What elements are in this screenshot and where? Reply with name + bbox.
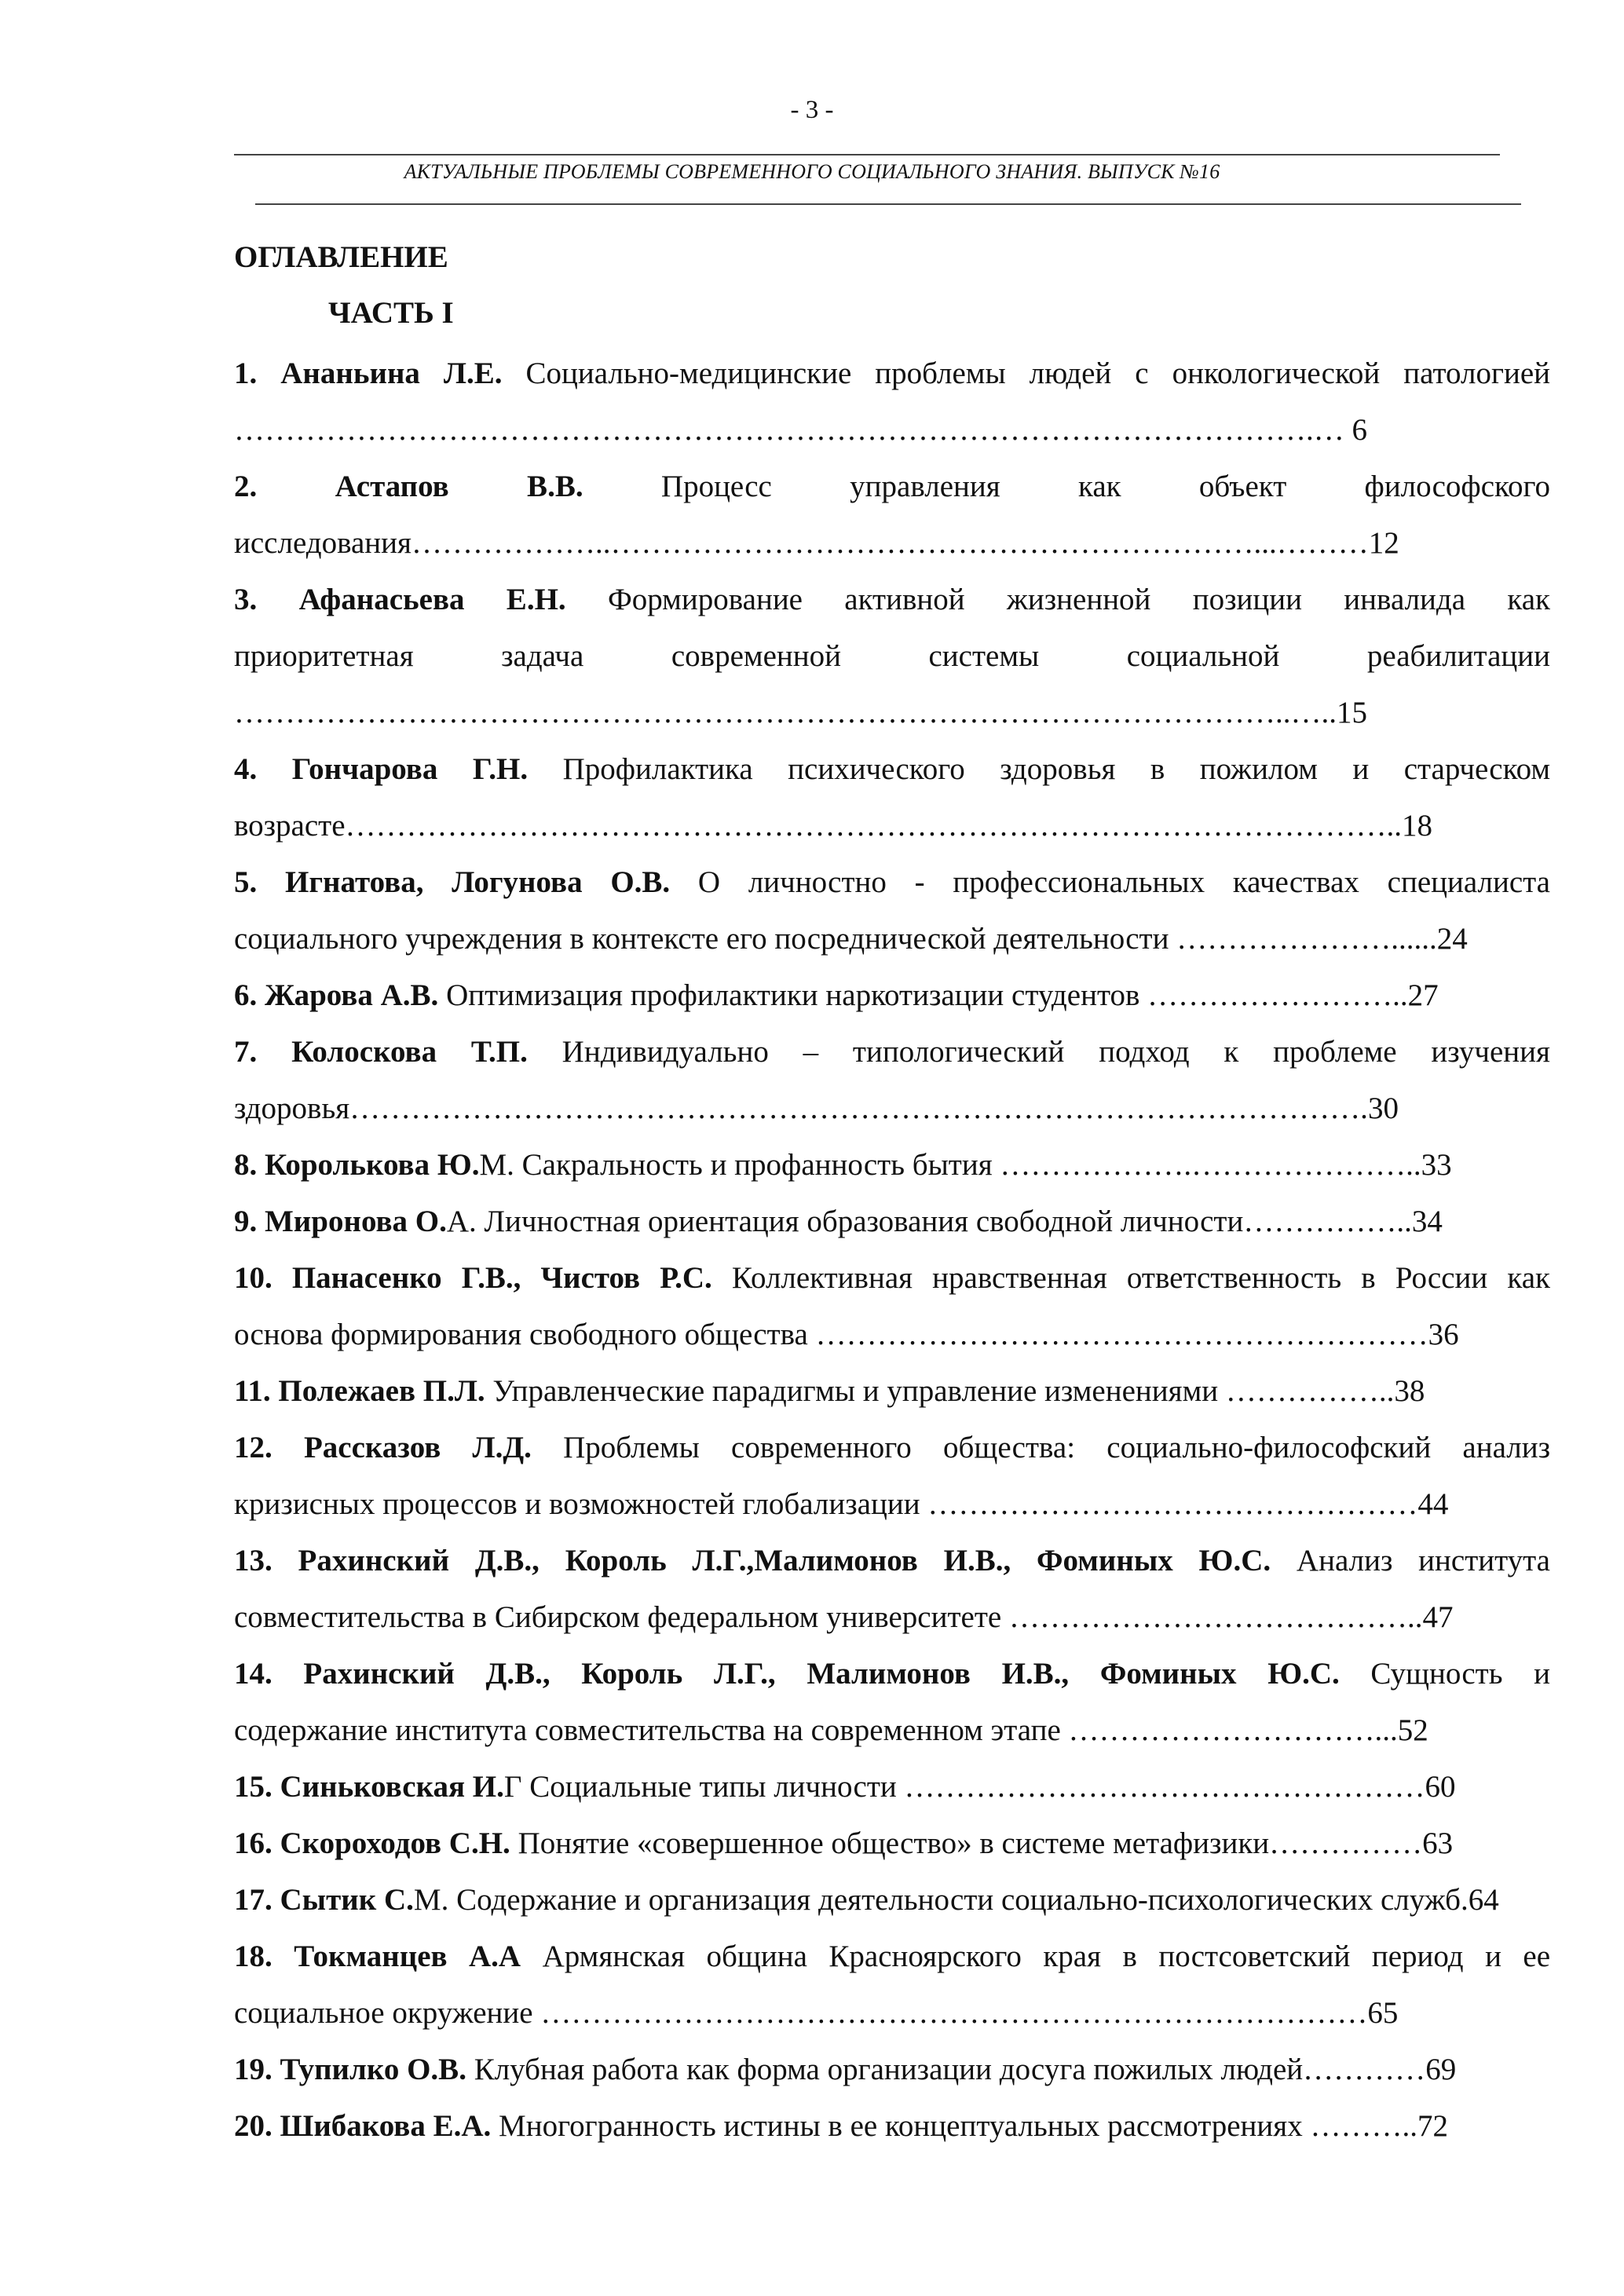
entry-author: Рахинский Д.В., Король Л.Г., Малимонов И.В., Фоминых Ю.С. — [303, 1657, 1340, 1691]
toc-entry-line — [234, 911, 1550, 967]
toc-entry-line — [234, 1250, 1550, 1307]
toc-entry-line — [234, 741, 1550, 798]
entry-author: Скороходов С.Н. — [280, 1826, 510, 1860]
toc-entry-line — [234, 1985, 1550, 2042]
toc-entry-line — [234, 1702, 1550, 1759]
toc-entry — [234, 1872, 1550, 1929]
entry-title: Клубная работа как форма организации досуга пожилых людей………… — [466, 2053, 1426, 2086]
entry-author: Рахинский Д.В., Король Л.Г.,Малимонов И.В., Фоминых Ю.С. — [298, 1544, 1271, 1578]
entry-number: 11. — [234, 1374, 271, 1408]
toc-entry-line — [234, 1476, 1550, 1533]
toc-entry-line — [234, 967, 1550, 1024]
toc-entry-line — [234, 628, 1550, 685]
toc-entry — [234, 741, 1550, 854]
entry-author: Тупилко О.В. — [280, 2053, 466, 2086]
entry-author: Синьковская И. — [280, 1770, 504, 1804]
toc-entry — [234, 1194, 1550, 1250]
toc-entry — [234, 1137, 1550, 1194]
entry-number: 8. — [234, 1148, 258, 1182]
entry-title: О личностно - профессиональных качествах специалиста — [670, 865, 1550, 899]
entry-page: 30 — [1367, 1091, 1399, 1125]
entry-title-cont: возрасте………………………………………………………………………………………….. — [234, 809, 1403, 843]
toc-entry — [234, 1024, 1550, 1137]
entry-title-cont: кризисных процессов и возможностей глобализации ………………………………………… — [234, 1487, 1418, 1521]
toc-entry — [234, 1759, 1550, 1815]
header-rule-top — [234, 154, 1500, 155]
entry-number: 16. — [234, 1826, 272, 1860]
entry-page: 24 — [1436, 922, 1468, 956]
entry-title: Управленческие парадигмы и управление изменениями …………….. — [485, 1374, 1395, 1408]
entry-page: 33 — [1421, 1148, 1452, 1182]
toc-entry — [234, 1533, 1550, 1646]
entry-title-cont: здоровья………………………………………………………………………………………. — [234, 1091, 1368, 1125]
entry-title: Коллективная нравственная ответственность в России как — [711, 1261, 1550, 1295]
entry-number: 6. — [234, 978, 258, 1012]
entry-number: 19. — [234, 2053, 272, 2086]
entry-number: 5. — [234, 865, 258, 899]
entry-author: Афанасьева Е.Н. — [298, 583, 566, 616]
toc-entry-line — [234, 1420, 1550, 1476]
toc-entry-line — [234, 1137, 1550, 1194]
entry-title: Формирование активной жизненной позиции инвалида как — [565, 583, 1550, 616]
toc-entry-line — [234, 1589, 1550, 1646]
entry-author: Шибакова Е.А. — [280, 2109, 492, 2143]
toc-entry — [234, 1420, 1550, 1533]
entry-page: 34 — [1411, 1205, 1443, 1238]
entry-page: 38 — [1394, 1374, 1425, 1408]
toc-entry-line — [234, 1080, 1550, 1137]
entry-author: Панасенко Г.В., Чистов Р.С. — [291, 1261, 712, 1295]
toc-entry — [234, 854, 1550, 967]
entry-title: М. Содержание и организация деятельности социально-психологических служб. — [413, 1883, 1469, 1917]
entry-number: 14. — [234, 1657, 272, 1691]
entry-title: Армянская община Красноярского края в постсоветский период и ее — [521, 1940, 1550, 1973]
entry-title: Многогранность истины в ее концептуальных рассмотрениях ……….. — [491, 2109, 1417, 2143]
entry-title-cont: социальное окружение ……………………………………………………………………… — [234, 1996, 1368, 2030]
entry-page: 44 — [1417, 1487, 1449, 1521]
entry-author: Полежаев П.Л. — [278, 1374, 485, 1408]
entry-page: 27 — [1407, 978, 1439, 1012]
toc-entry — [234, 2042, 1550, 2098]
entry-title-cont: основа формирования свободного общества …………………………………………………… — [234, 1318, 1428, 1351]
entry-page: 64 — [1468, 1883, 1499, 1917]
toc-entry-line — [234, 2098, 1550, 2155]
toc-entry — [234, 967, 1550, 1024]
entry-author: Ананьина Л.Е. — [280, 356, 503, 390]
entry-title-cont: содержание института совместительства на современном этапе …………………………... — [234, 1713, 1398, 1747]
toc-entry-line — [234, 854, 1550, 911]
entry-title: Индивидуально – типологический подход к проблеме изучения — [527, 1035, 1550, 1069]
toc-entry-line — [234, 2042, 1550, 2098]
toc-entry-line — [234, 1363, 1550, 1420]
toc-entry-line — [234, 345, 1550, 402]
entry-title: Социально-медицинские проблемы людей с онкологической патологией — [502, 356, 1550, 390]
entry-number: 3. — [234, 583, 258, 616]
toc-entry — [234, 2098, 1550, 2155]
header-rule-bottom — [255, 203, 1521, 205]
entry-number: 12. — [234, 1431, 272, 1464]
entry-page: 52 — [1397, 1713, 1428, 1747]
entry-author: Токманцев А.А — [294, 1940, 521, 1973]
part-heading: ЧАСТЬ I — [328, 296, 454, 330]
entry-page: 60 — [1425, 1770, 1456, 1804]
entry-author: Колоскова Т.П. — [291, 1035, 528, 1069]
toc-entry-line — [234, 1815, 1550, 1872]
page-number: - 3 - — [790, 96, 834, 124]
entry-title: Понятие «совершенное общество» в системе метафизики…………… — [510, 1826, 1423, 1860]
entry-title-cont: совместительства в Сибирском федеральном университете ………………………………….. — [234, 1600, 1423, 1634]
toc-entry — [234, 1929, 1550, 2042]
toc-entry-line — [234, 1533, 1550, 1589]
entry-title: Оптимизация профилактики наркотизации студентов …………………….. — [438, 978, 1408, 1012]
toc-entry-line — [234, 515, 1550, 572]
entry-page: 36 — [1428, 1318, 1459, 1351]
entry-leader: …………………………………………………………………………………………….… — [234, 413, 1344, 447]
entry-page: 15 — [1337, 696, 1367, 729]
entry-page: 47 — [1422, 1600, 1454, 1634]
toc-entry-line — [234, 1646, 1550, 1702]
entry-author: Королькова Ю. — [265, 1148, 480, 1182]
entry-page: 6 — [1344, 413, 1367, 447]
entry-title-cont: приоритетная задача современной системы социальной реабилитации — [234, 639, 1550, 673]
entry-title: Проблемы современного общества: социально-философский анализ — [531, 1431, 1550, 1464]
toc-list — [234, 345, 1550, 2155]
entry-number: 18. — [234, 1940, 272, 1973]
entry-author: Рассказов Л.Д. — [303, 1431, 532, 1464]
toc-entry-line — [234, 402, 1550, 459]
entry-author: Миронова О. — [265, 1205, 447, 1238]
toc-entry — [234, 345, 1550, 459]
entry-author: Жарова А.В. — [265, 978, 439, 1012]
toc-entry-line — [234, 1307, 1550, 1363]
entry-number: 20. — [234, 2109, 272, 2143]
entry-title: А. Личностная ориентация образования свободной личности…………….. — [446, 1205, 1412, 1238]
toc-entry — [234, 572, 1550, 741]
entry-number: 15. — [234, 1770, 272, 1804]
entry-number: 1. — [234, 356, 258, 390]
toc-entry — [234, 459, 1550, 572]
entry-number: 13. — [234, 1544, 272, 1578]
entry-page: 63 — [1422, 1826, 1454, 1860]
entry-author: Астапов В.В. — [335, 470, 583, 503]
entry-author: Гончарова Г.Н. — [291, 752, 529, 786]
toc-entry-line — [234, 798, 1550, 854]
entry-author: Игнатова, Логунова О.В. — [285, 865, 671, 899]
entry-title: Г Социальные типы личности …………………………………………… — [503, 1770, 1425, 1804]
toc-entry — [234, 1646, 1550, 1759]
running-header: АКТУАЛЬНЫЕ ПРОБЛЕМЫ СОВРЕМЕННОГО СОЦИАЛЬНОГО ЗНАНИЯ. ВЫПУСК №16 — [404, 160, 1220, 183]
toc-heading: ОГЛАВЛЕНИЕ — [234, 240, 448, 274]
toc-entry-line — [234, 1194, 1550, 1250]
entry-page: 72 — [1417, 2109, 1448, 2143]
entry-page: 65 — [1367, 1996, 1399, 2030]
entry-title: Сущность и — [1339, 1657, 1550, 1691]
entry-number: 17. — [234, 1883, 272, 1917]
entry-title: Анализ института — [1271, 1544, 1550, 1578]
entry-author: Сытик С. — [280, 1883, 414, 1917]
entry-number: 7. — [234, 1035, 258, 1069]
toc-entry — [234, 1250, 1550, 1363]
entry-page: 69 — [1425, 2053, 1457, 2086]
toc-entry — [234, 1363, 1550, 1420]
entry-title: М. Сакральность и профанность бытия ……………….………………….. — [479, 1148, 1421, 1182]
toc-entry-line — [234, 1929, 1550, 1985]
toc-entry-line — [234, 459, 1550, 515]
entry-page: 12 — [1368, 526, 1399, 560]
entry-number: 2. — [234, 470, 258, 503]
entry-title-cont: социального учреждения в контексте его посреднической деятельности …………………...... — [234, 922, 1437, 956]
entry-page: 18 — [1402, 809, 1433, 843]
toc-entry — [234, 1815, 1550, 1872]
toc-entry-line — [234, 1024, 1550, 1080]
entry-title-cont: исследования………………..………………………………………………………...……… — [234, 526, 1369, 560]
entry-title: Профилактика психического здоровья в пожилом и старческом — [528, 752, 1550, 786]
entry-leader: …………………………………………………………………………………………..….. — [234, 696, 1337, 729]
toc-entry-line — [234, 685, 1550, 741]
toc-entry-line — [234, 1872, 1550, 1929]
entry-number: 9. — [234, 1205, 258, 1238]
entry-title: Процесс управления как объект философского — [583, 470, 1550, 503]
entry-number: 10. — [234, 1261, 272, 1295]
toc-entry-line — [234, 572, 1550, 628]
toc-entry-line — [234, 1759, 1550, 1815]
entry-number: 4. — [234, 752, 258, 786]
